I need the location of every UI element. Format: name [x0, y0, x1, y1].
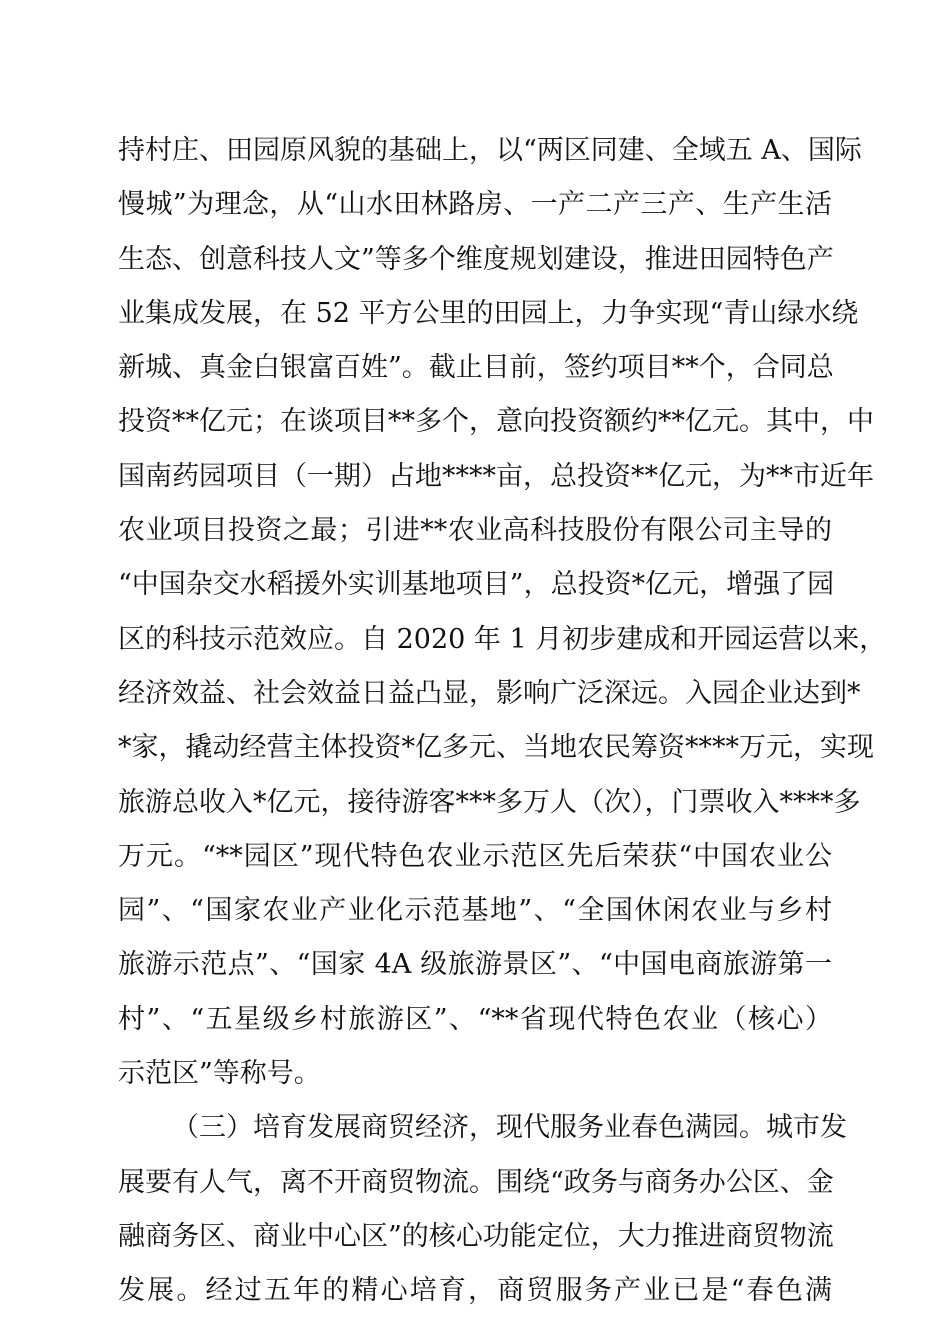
text-line: 融商务区、商业中心区”的核心功能定位，大力推进商贸物流 [118, 1220, 834, 1252]
paragraph-2 [118, 1101, 847, 1318]
text-line: 国南药园项目（一期）占地****亩，总投资**亿元，为**市近年 [118, 460, 874, 492]
text-line: 投资**亿元；在谈项目**多个，意向投资额约**亿元。其中，中 [118, 406, 874, 438]
text-line: 农业项目投资之最；引进**农业高科技股份有限公司主导的 [118, 515, 832, 547]
text-line: 园”、“国家农业产业化示范基地”、“全国休闲农业与乡村 [118, 895, 832, 927]
text-line: 新城、真金白银富百姓”。截止目前，签约项目**个，合同总 [118, 352, 834, 384]
text-line: 慢城”为理念，从“山水田林路房、一产二产三产、生产生活 [118, 189, 832, 221]
text-line: （三）培育发展商贸经济，现代服务业春色满园。城市发 [172, 1112, 847, 1144]
paragraph-1 [118, 124, 887, 1101]
text-line: 生态、创意科技人文”等多个维度规划建设，推进田园特色产 [118, 243, 834, 275]
text-line: 旅游示范点”、“国家 4A 级旅游景区”、“中国电商旅游第一 [118, 949, 832, 981]
text-line: 村”、“五星级乡村旅游区”、“**省现代特色农业（核心） [118, 1003, 832, 1035]
text-line: 旅游总收入*亿元，接待游客***多万人（次），门票收入****多 [118, 786, 861, 818]
text-line: 区的科技示范效应。自 2020 年 1 月初步建成和开园运营以来， [118, 623, 887, 655]
text-line: *家，撬动经营主体投资*亿多元、当地农民筹资****万元，实现 [118, 732, 874, 764]
text-line: “中国杂交水稻援外实训基地项目”，总投资*亿元，增强了园 [118, 569, 835, 601]
text-line: 业集成发展，在 52 平方公里的田园上，力争实现“青山绿水绕 [118, 297, 859, 329]
text-line: 展要有人气，离不开商贸物流。围绕“政务与商务办公区、金 [118, 1166, 834, 1198]
text-line: 示范区”等称号。 [118, 1058, 321, 1090]
text-line: 持村庄、田园原风貌的基础上，以“两区同建、全域五 A、国际 [118, 135, 862, 166]
text-line: 发展。经过五年的精心培育，商贸服务产业已是“春色满 [118, 1275, 832, 1307]
text-line: 经济效益、社会效益日益凸显，影响广泛深远。入园企业达到* [118, 677, 861, 709]
document-body [118, 124, 887, 1319]
text-line: 万元。“**园区”现代特色农业示范区先后荣获“中国农业公 [118, 840, 832, 872]
